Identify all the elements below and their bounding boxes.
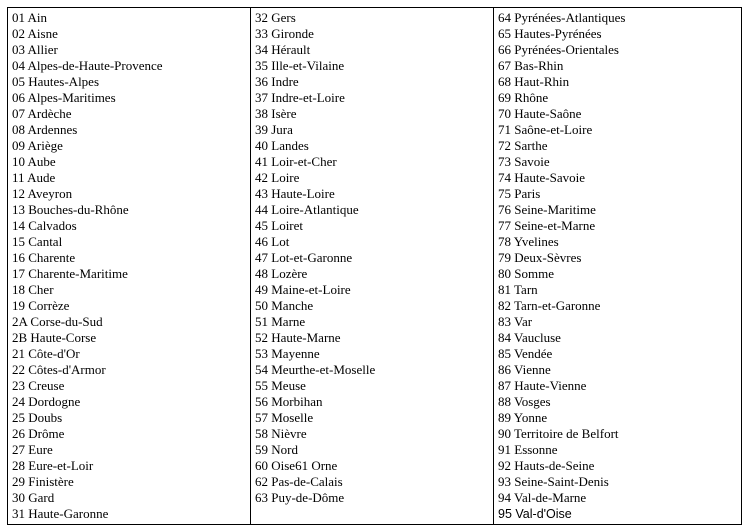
- department-code: 31: [12, 506, 25, 521]
- department-code: 94: [498, 490, 511, 505]
- department-code: 39: [255, 122, 268, 137]
- department-row: [12, 170, 250, 186]
- department-name: Côtes-d'Armor: [28, 362, 106, 377]
- department-row: [498, 58, 741, 74]
- department-row: [255, 346, 493, 362]
- department-row: [12, 362, 250, 378]
- department-code: 90: [498, 426, 511, 441]
- department-code: 52: [255, 330, 268, 345]
- department-name: Yonne: [513, 410, 548, 425]
- department-row: [255, 154, 493, 170]
- department-code: 46: [255, 234, 268, 249]
- department-code: 89: [498, 410, 511, 425]
- department-name: Gers: [271, 10, 296, 25]
- department-name: Haut-Rhin: [514, 74, 570, 89]
- department-code: 12: [12, 186, 25, 201]
- department-row: [255, 138, 493, 154]
- department-row: [255, 10, 493, 26]
- department-name: Lot-et-Garonne: [271, 250, 353, 265]
- department-code: 69: [498, 90, 511, 105]
- department-name: Yvelines: [513, 234, 559, 249]
- department-code: 36: [255, 74, 268, 89]
- department-name: Seine-Maritime: [514, 202, 596, 217]
- department-code: 92: [498, 458, 511, 473]
- department-name: Lot: [271, 234, 290, 249]
- department-row: [255, 362, 493, 378]
- department-row: [12, 378, 250, 394]
- department-name: Hautes-Pyrénées: [514, 26, 602, 41]
- department-code: 15: [12, 234, 25, 249]
- department-row: [498, 26, 741, 42]
- department-code: 49: [255, 282, 268, 297]
- department-row: [498, 10, 741, 26]
- department-name: Deux-Sèvres: [514, 250, 582, 265]
- department-name: Allier: [27, 42, 58, 57]
- department-row: [255, 474, 493, 490]
- department-code: 34: [255, 42, 268, 57]
- department-name: Vendée: [514, 346, 553, 361]
- department-row: [255, 74, 493, 90]
- department-name: Haute-Marne: [271, 330, 341, 345]
- department-code: 75: [498, 186, 511, 201]
- department-row: [12, 506, 250, 522]
- department-row: [498, 362, 741, 378]
- department-name: Cher: [28, 282, 54, 297]
- department-row: [255, 106, 493, 122]
- department-name: Saône-et-Loire: [514, 122, 593, 137]
- department-name: Calvados: [28, 218, 77, 233]
- department-code: 26: [12, 426, 25, 441]
- department-name: Loire: [271, 170, 300, 185]
- department-row: [498, 346, 741, 362]
- department-name: Finistère: [28, 474, 74, 489]
- department-name: Dordogne: [28, 394, 81, 409]
- department-row: [12, 458, 250, 474]
- department-row: [498, 154, 741, 170]
- department-code: 14: [12, 218, 25, 233]
- department-name: Oise61 Orne: [271, 458, 338, 473]
- department-row: [12, 202, 250, 218]
- department-row: [498, 458, 741, 474]
- department-code: 32: [255, 10, 268, 25]
- department-row: [498, 106, 741, 122]
- department-name: Ain: [27, 10, 48, 25]
- department-code: 54: [255, 362, 268, 377]
- department-code: 72: [498, 138, 511, 153]
- department-code: 77: [498, 218, 511, 233]
- department-row: [498, 218, 741, 234]
- department-name: Puy-de-Dôme: [271, 490, 345, 505]
- department-row: [12, 266, 250, 282]
- department-row: [255, 26, 493, 42]
- department-code: 68: [498, 74, 511, 89]
- department-code: 38: [255, 106, 268, 121]
- department-name: Haute-Loire: [271, 186, 335, 201]
- department-name: Somme: [514, 266, 554, 281]
- department-code: 09: [12, 138, 25, 153]
- department-row: [255, 234, 493, 250]
- department-code: 66: [498, 42, 511, 57]
- department-row: [255, 426, 493, 442]
- department-name: Seine-et-Marne: [514, 218, 596, 233]
- department-code: 83: [498, 314, 511, 329]
- department-code: 95: [498, 507, 512, 521]
- department-name: Morbihan: [271, 394, 323, 409]
- department-code: 41: [255, 154, 268, 169]
- department-code: 65: [498, 26, 511, 41]
- department-name: Nord: [271, 442, 298, 457]
- department-name: Eure: [28, 442, 53, 457]
- department-code: 60: [255, 458, 268, 473]
- department-name: Marne: [271, 314, 306, 329]
- table-column-1: [8, 8, 251, 524]
- department-row: [255, 122, 493, 138]
- department-row: [498, 42, 741, 58]
- department-name: Var: [514, 314, 533, 329]
- department-code: 55: [255, 378, 268, 393]
- department-code: 73: [498, 154, 511, 169]
- department-row: [255, 218, 493, 234]
- department-row: [255, 490, 493, 506]
- department-row: [498, 330, 741, 346]
- department-row: [12, 90, 250, 106]
- department-code: 80: [498, 266, 511, 281]
- department-name: Alpes-de-Haute-Provence: [27, 58, 163, 73]
- department-row: [498, 90, 741, 106]
- department-code: 24: [12, 394, 25, 409]
- department-name: Doubs: [28, 410, 63, 425]
- department-code: 85: [498, 346, 511, 361]
- department-code: 47: [255, 250, 268, 265]
- department-code: 67: [498, 58, 511, 73]
- department-code: 08: [12, 122, 25, 137]
- department-row: [12, 234, 250, 250]
- department-name: Ariège: [27, 138, 63, 153]
- department-row: [12, 282, 250, 298]
- department-code: 03: [12, 42, 25, 57]
- department-name: Mayenne: [271, 346, 320, 361]
- department-name: Loir-et-Cher: [271, 154, 337, 169]
- department-row: [12, 10, 250, 26]
- department-name: Val-de-Marne: [514, 490, 587, 505]
- department-name: Val-d'Oise: [515, 507, 572, 521]
- department-code: 07: [12, 106, 25, 121]
- department-code: 81: [498, 282, 511, 297]
- department-name: Essonne: [514, 442, 558, 457]
- department-name: Bouches-du-Rhône: [28, 202, 129, 217]
- department-name: Ardennes: [27, 122, 78, 137]
- department-name: Gironde: [271, 26, 314, 41]
- department-name: Haute-Garonne: [28, 506, 109, 521]
- department-row: [255, 250, 493, 266]
- department-row: [12, 330, 250, 346]
- department-name: Meurthe-et-Moselle: [271, 362, 376, 377]
- department-name: Charente-Maritime: [28, 266, 128, 281]
- department-row: [498, 234, 741, 250]
- department-row: [12, 410, 250, 426]
- department-code: 2A: [12, 314, 28, 329]
- department-code: 74: [498, 170, 511, 185]
- department-code: 16: [12, 250, 25, 265]
- department-code: 87: [498, 378, 511, 393]
- department-row: [12, 314, 250, 330]
- department-code: 78: [498, 234, 511, 249]
- department-code: 28: [12, 458, 25, 473]
- department-code: 42: [255, 170, 268, 185]
- department-name: Isère: [271, 106, 297, 121]
- department-code: 37: [255, 90, 268, 105]
- department-row: [255, 394, 493, 410]
- department-name: Haute-Vienne: [514, 378, 587, 393]
- department-name: Seine-Saint-Denis: [514, 474, 609, 489]
- department-name: Territoire de Belfort: [514, 426, 619, 441]
- department-row: [255, 266, 493, 282]
- department-row: [255, 378, 493, 394]
- department-name: Maine-et-Loire: [271, 282, 351, 297]
- departments-table: [7, 7, 742, 525]
- department-code: 33: [255, 26, 268, 41]
- department-row: [498, 186, 741, 202]
- department-row: [255, 314, 493, 330]
- department-name: Haute-Corse: [30, 330, 97, 345]
- department-code: 93: [498, 474, 511, 489]
- department-name: Moselle: [271, 410, 314, 425]
- department-name: Gard: [28, 490, 55, 505]
- department-code: 56: [255, 394, 268, 409]
- department-code: 11: [12, 170, 25, 185]
- department-row: [498, 442, 741, 458]
- department-name: Indre: [271, 74, 299, 89]
- department-row: [498, 122, 741, 138]
- department-code: 17: [12, 266, 25, 281]
- department-name: Tarn: [514, 282, 538, 297]
- department-code: 04: [12, 58, 25, 73]
- department-row: [498, 138, 741, 154]
- department-row: [498, 394, 741, 410]
- department-row: [12, 186, 250, 202]
- department-name: Lozère: [271, 266, 308, 281]
- department-name: Corrèze: [28, 298, 70, 313]
- department-row: [255, 202, 493, 218]
- department-name: Haute-Savoie: [514, 170, 586, 185]
- department-code: 10: [12, 154, 25, 169]
- department-name: Jura: [271, 122, 293, 137]
- department-row: [255, 90, 493, 106]
- department-row: [498, 170, 741, 186]
- department-row: [255, 330, 493, 346]
- department-code: 45: [255, 218, 268, 233]
- table-column-2: [251, 8, 494, 524]
- department-name: Manche: [271, 298, 314, 313]
- department-row: [498, 410, 741, 426]
- department-row: [498, 266, 741, 282]
- department-row: [498, 250, 741, 266]
- department-row: [12, 218, 250, 234]
- department-code: 02: [12, 26, 25, 41]
- table-column-3: [494, 8, 741, 524]
- department-code: 63: [255, 490, 268, 505]
- department-code: 91: [498, 442, 511, 457]
- department-name: Tarn-et-Garonne: [514, 298, 601, 313]
- department-code: 43: [255, 186, 268, 201]
- department-code: 23: [12, 378, 25, 393]
- department-code: 59: [255, 442, 268, 457]
- department-name: Hautes-Alpes: [28, 74, 100, 89]
- department-row: [255, 186, 493, 202]
- department-row: [12, 106, 250, 122]
- department-name: Indre-et-Loire: [271, 90, 345, 105]
- department-name: Aisne: [27, 26, 58, 41]
- department-code: 82: [498, 298, 511, 313]
- department-row: [12, 250, 250, 266]
- department-code: 70: [498, 106, 511, 121]
- department-row: [498, 474, 741, 490]
- department-code: 53: [255, 346, 268, 361]
- department-row: [498, 426, 741, 442]
- department-name: Paris: [514, 186, 541, 201]
- department-code: 19: [12, 298, 25, 313]
- department-code: 25: [12, 410, 25, 425]
- department-row: [498, 74, 741, 90]
- department-name: Rhône: [514, 90, 549, 105]
- department-name: Eure-et-Loir: [28, 458, 94, 473]
- department-row: [12, 26, 250, 42]
- department-row: [255, 58, 493, 74]
- department-code: 2B: [12, 330, 28, 345]
- department-name: Pyrénées-Atlantiques: [514, 10, 626, 25]
- department-row: [12, 42, 250, 58]
- department-row: [255, 410, 493, 426]
- department-code: 48: [255, 266, 268, 281]
- department-name: Aube: [27, 154, 56, 169]
- department-name: Loiret: [271, 218, 304, 233]
- department-code: 06: [12, 90, 25, 105]
- department-code: 62: [255, 474, 268, 489]
- department-row: [12, 74, 250, 90]
- department-code: 01: [12, 10, 25, 25]
- department-name: Drôme: [28, 426, 65, 441]
- department-name: Hauts-de-Seine: [514, 458, 595, 473]
- department-code: 76: [498, 202, 511, 217]
- department-row: [12, 154, 250, 170]
- department-code: 13: [12, 202, 25, 217]
- department-name: Vienne: [514, 362, 551, 377]
- department-row: [498, 202, 741, 218]
- department-row: [498, 282, 741, 298]
- department-row: [498, 378, 741, 394]
- department-name: Hérault: [271, 42, 311, 57]
- department-code: 18: [12, 282, 25, 297]
- department-row: [12, 346, 250, 362]
- department-name: Charente: [28, 250, 76, 265]
- department-code: 05: [12, 74, 25, 89]
- department-row: [12, 122, 250, 138]
- department-code: 86: [498, 362, 511, 377]
- department-name: Alpes-Maritimes: [27, 90, 116, 105]
- department-name: Ardèche: [27, 106, 72, 121]
- department-name: Aveyron: [27, 186, 73, 201]
- department-code: 58: [255, 426, 268, 441]
- department-name: Nièvre: [271, 426, 307, 441]
- department-row: [255, 42, 493, 58]
- department-code: 88: [498, 394, 511, 409]
- department-row: [12, 138, 250, 154]
- department-row: [255, 298, 493, 314]
- department-row: [255, 458, 493, 474]
- department-name: Côte-d'Or: [28, 346, 80, 361]
- department-code: 71: [498, 122, 511, 137]
- department-name: Meuse: [271, 378, 306, 393]
- department-row: [12, 490, 250, 506]
- department-name: Pyrénées-Orientales: [514, 42, 619, 57]
- department-name: Landes: [271, 138, 309, 153]
- department-code: 64: [498, 10, 511, 25]
- department-code: 79: [498, 250, 511, 265]
- department-row: [498, 314, 741, 330]
- department-code: 30: [12, 490, 25, 505]
- department-name: Pas-de-Calais: [271, 474, 343, 489]
- department-name: Sarthe: [514, 138, 548, 153]
- department-code: 44: [255, 202, 268, 217]
- department-code: 22: [12, 362, 25, 377]
- department-name: Creuse: [28, 378, 65, 393]
- department-code: 29: [12, 474, 25, 489]
- department-name: Vosges: [514, 394, 551, 409]
- department-name: Savoie: [514, 154, 550, 169]
- department-row: [12, 298, 250, 314]
- department-name: Aude: [27, 170, 56, 185]
- department-code: 40: [255, 138, 268, 153]
- department-name: Bas-Rhin: [514, 58, 564, 73]
- department-row: [12, 442, 250, 458]
- department-name: Vaucluse: [514, 330, 561, 345]
- department-row: [498, 298, 741, 314]
- department-row: [498, 490, 741, 506]
- department-code: 84: [498, 330, 511, 345]
- department-code: 50: [255, 298, 268, 313]
- department-row: [12, 394, 250, 410]
- department-name: Cantal: [28, 234, 63, 249]
- department-code: 57: [255, 410, 268, 425]
- department-row: [12, 58, 250, 74]
- department-row: [12, 426, 250, 442]
- department-code: 35: [255, 58, 268, 73]
- department-code: 21: [12, 346, 25, 361]
- department-row: [255, 170, 493, 186]
- department-row: [498, 506, 741, 522]
- department-name: Loire-Atlantique: [271, 202, 359, 217]
- department-row: [12, 474, 250, 490]
- department-code: 51: [255, 314, 268, 329]
- department-row: [255, 442, 493, 458]
- department-name: Ille-et-Vilaine: [271, 58, 345, 73]
- department-name: Haute-Saône: [514, 106, 582, 121]
- department-row: [255, 282, 493, 298]
- department-name: Corse-du-Sud: [30, 314, 103, 329]
- department-code: 27: [12, 442, 25, 457]
